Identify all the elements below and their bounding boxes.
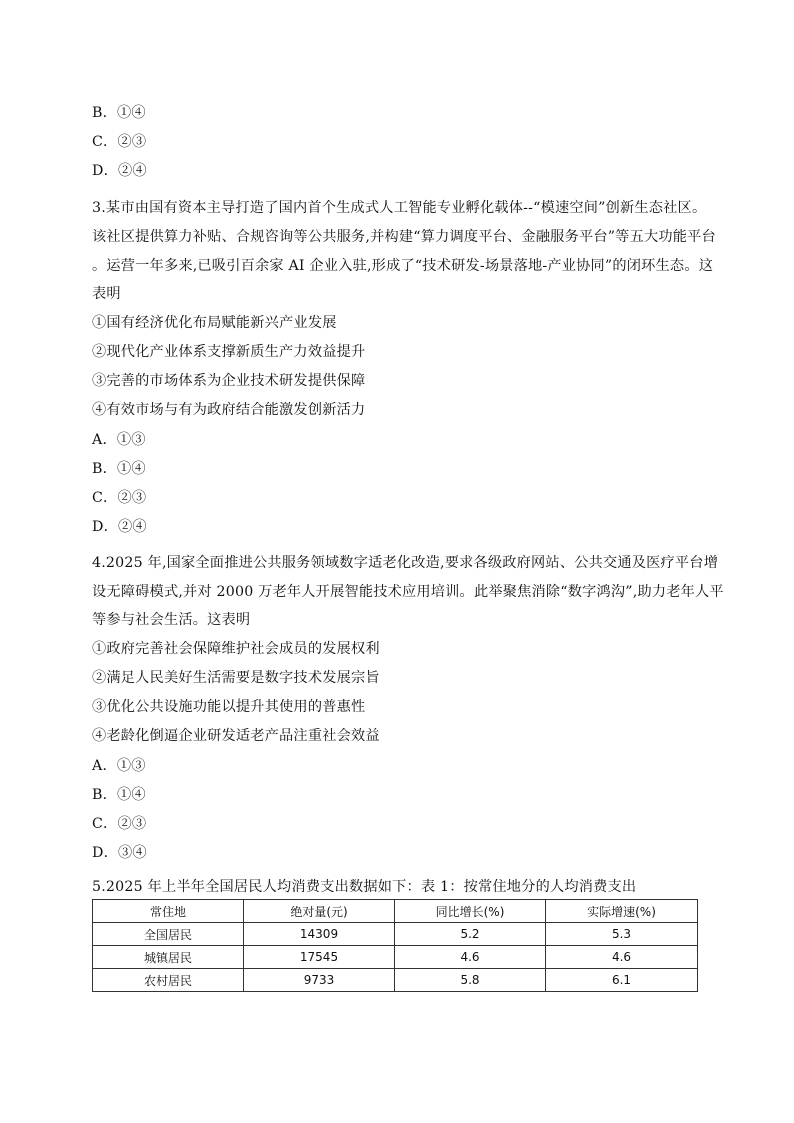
table-cell: 5.8 xyxy=(395,969,546,992)
q3-option-c: C．②③ xyxy=(92,490,147,506)
table-cell: 城镇居民 xyxy=(93,946,244,969)
q3-statement-1: ①国有经济优化布局赋能新兴产业发展 xyxy=(92,315,337,331)
q3-stem-line-3: 。运营一年多来,已吸引百余家 AI 企业入驻,形成了“技术研发-场景落地-产业协同”的闭环生态。这 xyxy=(92,258,714,274)
q2-option-c: C．②③ xyxy=(92,134,147,150)
q3-stem-line-2: 该社区提供算力补贴、合规咨询等公共服务,并构建“算力调度平台、金融服务平台”等五大功能平台 xyxy=(92,229,716,245)
q3-statement-2: ②现代化产业体系支撑新质生产力效益提升 xyxy=(92,344,366,360)
q4-stem-line-2: 设无障碍模式,并对 2000 万老年人开展智能技术应用培训。此举聚焦消除“数字鸿沟”,助力老年人平 xyxy=(92,584,724,600)
table-row xyxy=(93,946,698,969)
table-cell: 9733 xyxy=(244,969,395,992)
q2-option-d: D．②④ xyxy=(92,163,147,179)
q4-option-a: A．①③ xyxy=(92,758,146,774)
table-cell: 4.6 xyxy=(395,946,546,969)
table-cell: 5.2 xyxy=(395,923,546,946)
q4-option-c: C．②③ xyxy=(92,816,147,832)
q3-option-b: B．①④ xyxy=(92,461,146,477)
header-absolute-amount: 绝对量(元) xyxy=(244,900,395,923)
consumption-table xyxy=(92,899,698,992)
q4-option-b: B．①④ xyxy=(92,787,146,803)
q4-stem-line-3: 等参与社会生活。这表明 xyxy=(92,612,251,628)
q3-option-d: D．②④ xyxy=(92,519,147,535)
q4-statement-1: ①政府完善社会保障维护社会成员的发展权利 xyxy=(92,641,380,657)
table-cell: 17545 xyxy=(244,946,395,969)
table-row xyxy=(93,923,698,946)
header-real-growth: 实际增速(%) xyxy=(546,900,698,923)
q4-statement-4: ④老龄化倒逼企业研发适老产品注重社会效益 xyxy=(92,728,380,744)
q4-statement-2: ②满足人民美好生活需要是数字技术发展宗旨 xyxy=(92,670,380,686)
table-cell: 全国居民 xyxy=(93,923,244,946)
q3-statement-4: ④有效市场与有为政府结合能激发创新活力 xyxy=(92,402,366,418)
q5-stem: 5.2025 年上半年全国居民人均消费支出数据如下：表 1：按常住地分的人均消费支出 xyxy=(92,879,637,895)
table-cell: 5.3 xyxy=(546,923,698,946)
table-row xyxy=(93,969,698,992)
q3-stem-line-4: 表明 xyxy=(92,286,121,302)
table-cell: 农村居民 xyxy=(93,969,244,992)
table-cell: 4.6 xyxy=(546,946,698,969)
q4-stem-line-1: 4.2025 年,国家全面推进公共服务领域数字适老化改造,要求各级政府网站、公共交通及医疗平台增 xyxy=(92,555,719,571)
q4-statement-3: ③优化公共设施功能以提升其使用的普惠性 xyxy=(92,699,366,715)
table-cell: 6.1 xyxy=(546,969,698,992)
q3-statement-3: ③完善的市场体系为企业技术研发提供保障 xyxy=(92,373,366,389)
table-cell: 14309 xyxy=(244,923,395,946)
header-yoy-growth: 同比增长(%) xyxy=(395,900,546,923)
table-header-row xyxy=(93,900,698,923)
q2-option-b: B．①④ xyxy=(92,105,146,121)
q3-option-a: A．①③ xyxy=(92,432,146,448)
q3-stem-line-1: 3.某市由国有资本主导打造了国内首个生成式人工智能专业孵化载体--“模速空间”创新生态社区。 xyxy=(92,200,707,216)
q4-option-d: D．③④ xyxy=(92,845,147,861)
header-residence: 常住地 xyxy=(93,900,244,923)
